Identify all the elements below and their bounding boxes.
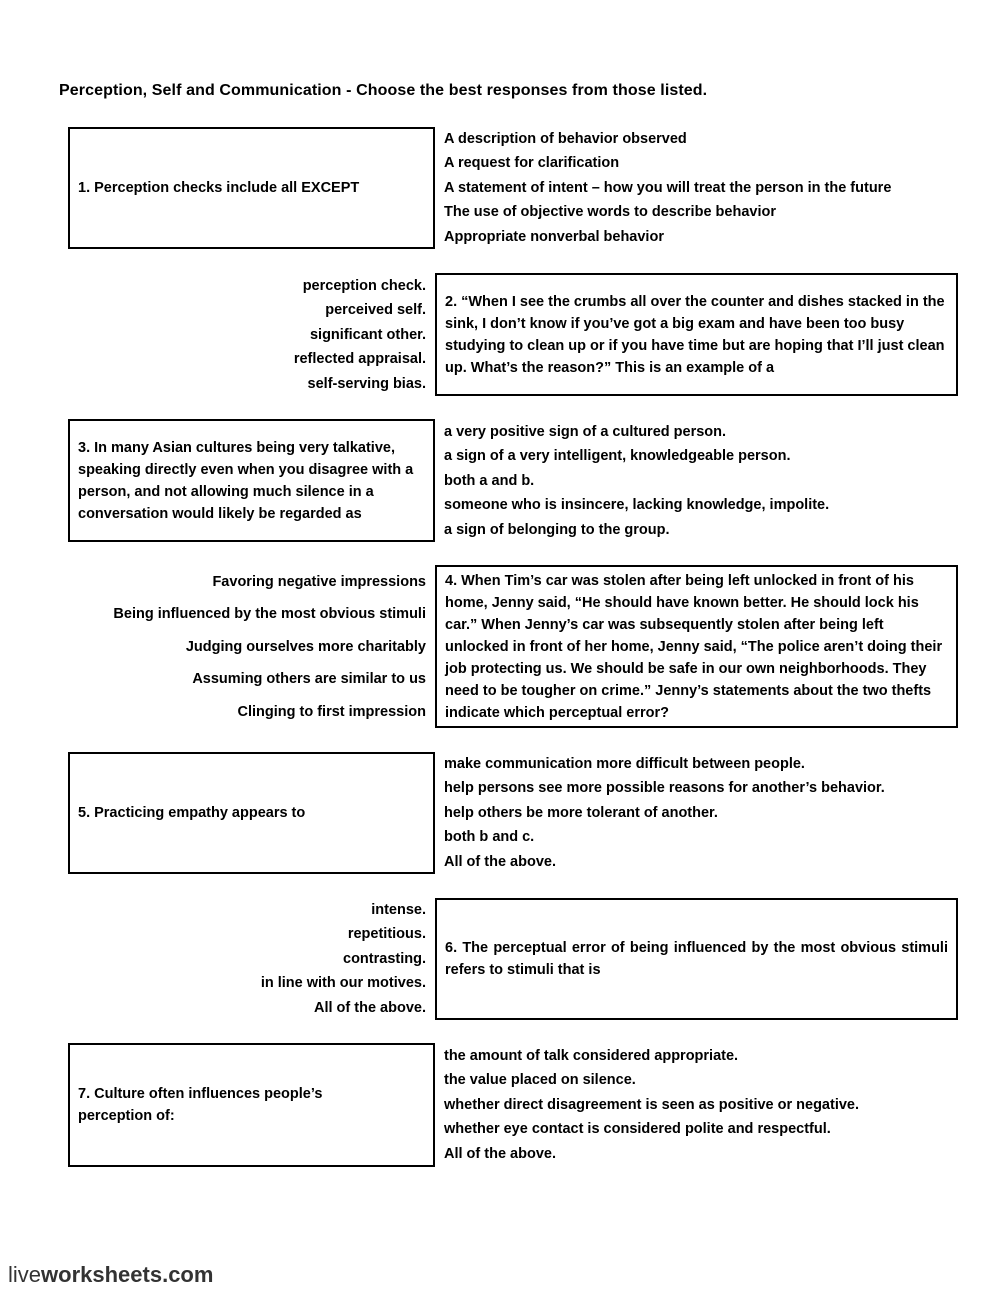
answer-option[interactable]: in line with our motives. <box>260 975 426 992</box>
answer-option[interactable]: intense. <box>371 902 426 918</box>
answer-option[interactable]: Judging ourselves more charitably <box>185 638 426 655</box>
question-6-box <box>435 898 958 1020</box>
answer-option[interactable]: All of the above. <box>444 853 556 870</box>
answer-option[interactable]: a sign of belonging to the group. <box>444 521 670 538</box>
answer-option[interactable]: perceived self. <box>325 302 426 319</box>
answer-option[interactable]: significant other. <box>309 326 426 343</box>
question-5-box <box>68 752 435 874</box>
answer-option[interactable]: the value placed on silence. <box>444 1072 636 1089</box>
worksheet-title: Perception, Self and Communication - Choose the best responses from those listed. <box>59 82 708 99</box>
answer-option[interactable]: help persons see more possible reasons for another’s behavior. <box>444 780 885 797</box>
question-2-options <box>294 274 426 396</box>
question-2-box <box>435 273 958 396</box>
answer-option[interactable]: contrasting. <box>343 950 426 967</box>
logo-suffix: .com <box>162 1262 214 1287</box>
answer-option[interactable]: The use of objective words to describe behavior <box>444 204 776 221</box>
question-4-options <box>113 566 426 728</box>
question-6-text: 6. The perceptual error of being influenced by the most obvious stimuli refers to stimuli that is <box>445 940 948 978</box>
answer-option[interactable]: make communication more difficult between people. <box>444 756 805 772</box>
question-7-box <box>68 1043 435 1167</box>
logo-bold: worksheets <box>41 1262 163 1287</box>
answer-option[interactable]: Clinging to first impression <box>237 703 426 720</box>
answer-option[interactable]: Favoring negative impressions <box>212 574 426 590</box>
question-1-options <box>444 127 891 249</box>
answer-option[interactable]: All of the above. <box>444 1145 556 1162</box>
answer-option[interactable]: a sign of a very intelligent, knowledgeable person. <box>444 448 791 465</box>
answer-option[interactable]: reflected appraisal. <box>293 351 426 368</box>
answer-option[interactable]: self-serving bias. <box>307 375 426 392</box>
answer-option[interactable]: repetitious. <box>347 926 426 943</box>
question-3-options <box>444 420 829 542</box>
answer-option[interactable]: perception check. <box>302 278 426 294</box>
answer-option[interactable]: whether direct disagreement is seen as positive or negative. <box>444 1096 860 1113</box>
answer-option[interactable]: A statement of intent – how you will treat the person in the future <box>444 179 892 196</box>
answer-option[interactable]: the amount of talk considered appropriate. <box>444 1048 739 1064</box>
answer-option[interactable]: a very positive sign of a cultured person. <box>444 424 727 440</box>
liveworksheets-logo <box>8 1262 213 1288</box>
question-1-box <box>68 127 435 249</box>
answer-option[interactable]: A request for clarification <box>444 155 620 172</box>
question-5-options <box>444 752 885 874</box>
answer-option[interactable]: someone who is insincere, lacking knowledge, impolite. <box>444 497 830 514</box>
question-7-options <box>444 1044 859 1166</box>
question-5-text: 5. Practicing empathy appears to <box>78 805 306 821</box>
question-3-box <box>68 419 435 542</box>
answer-option[interactable]: All of the above. <box>314 999 426 1016</box>
answer-option[interactable]: both a and b. <box>444 472 535 489</box>
question-6-options <box>261 898 426 1020</box>
question-4-box <box>435 565 958 728</box>
question-7-text: 7. Culture often influences people’s perception of: <box>78 1086 323 1124</box>
answer-option[interactable]: Appropriate nonverbal behavior <box>444 228 664 245</box>
answer-option[interactable]: Assuming others are similar to us <box>192 671 426 688</box>
answer-option[interactable]: both b and c. <box>444 829 535 846</box>
question-4-text: 4. When Tim’s car was stolen after being left unlocked in front of his home, Jenny said, “He should have known better. He should lock his car.” When Jenny’s car was subsequently stolen after being left unlocked in front of her home, Jenny said, “The police aren’t doing their job protecting us. We should be safe in our own neighborhoods. They need to be tougher on crime.” Jenny’s statements about the two thefts indicate which perceptual error? <box>445 572 943 721</box>
question-1-text: 1. Perception checks include all EXCEPT <box>78 180 360 196</box>
answer-option[interactable]: whether eye contact is considered polite and respectful. <box>444 1121 831 1138</box>
question-3-text: 3. In many Asian cultures being very talkative, speaking directly even when you disagree with a person, and not allowing much silence in a conversation would likely be regarded as <box>78 439 414 522</box>
answer-option[interactable]: Being influenced by the most obvious stimuli <box>113 606 426 623</box>
answer-option[interactable]: A description of behavior observed <box>444 131 687 147</box>
logo-prefix: live <box>8 1262 42 1287</box>
answer-option[interactable]: help others be more tolerant of another. <box>444 804 718 821</box>
question-2-text: 2. “When I see the crumbs all over the counter and dishes stacked in the sink, I don’t know if you’ve got a big exam and have been too busy studying to clean up or if you have time but are hoping that I’ll just clean up. What’s the reason?” This is an example of a <box>445 293 945 376</box>
